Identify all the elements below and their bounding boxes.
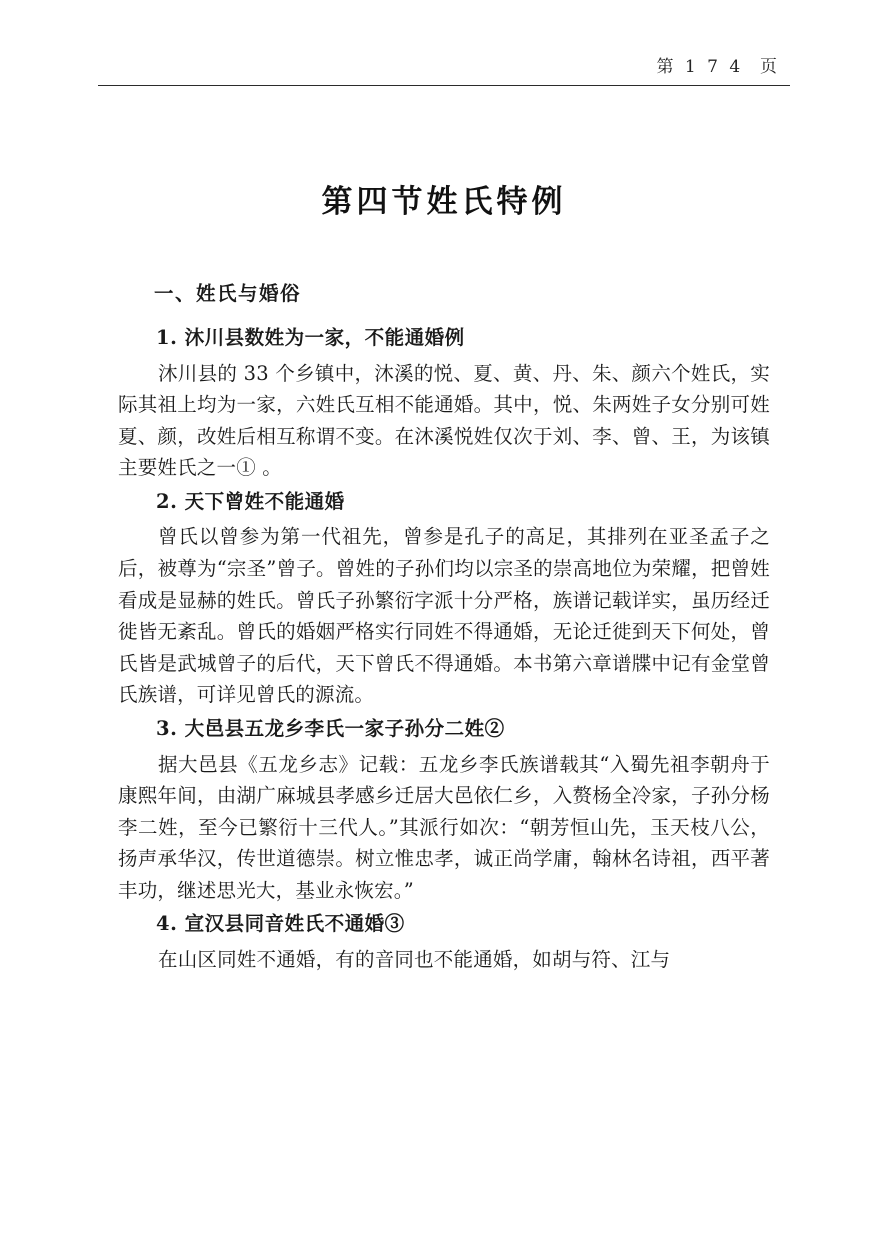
page-number: 第 1 7 4 页 [656, 57, 780, 77]
document-body [118, 278, 770, 978]
paragraph-4: 在山区同姓不通婚，有的音同也不能通婚，如胡与符、江与 [158, 947, 671, 971]
section-heading: 一、姓氏与婚俗 [154, 282, 302, 305]
header-divider [98, 85, 790, 86]
subsection-heading-4: 4. 宣汉县同音姓氏不通婚③ [156, 912, 405, 936]
page-title: 第四节姓氏特例 [321, 184, 567, 220]
page-header-inner [98, 52, 790, 77]
page-header [98, 52, 790, 86]
subsection-heading-3: 3. 大邑县五龙乡李氏一家子孙分二姓② [156, 716, 505, 740]
paragraph-2: 曾氏以曾参为第一代祖先，曾参是孔子的高足，其排列在亚圣孟子之后，被尊为“宗圣”曾子。曾姓的子孙们均以宗圣的崇高地位为荣耀，把曾姓看成是显赫的姓氏。曾氏子孙繁衍字派十分严格，族谱记载详实，虽历经迁徙皆无紊乱。曾氏的婚姻严格实行同姓不得通婚，无论迁徙到天下何处，曾氏皆是武城曾子的后代，天下曾氏不得通婚。本书第六章谱牒中记有金堂曾氏族谱，可详见曾氏的源流。 [118, 525, 770, 707]
paragraph-3: 据大邑县《五龙乡志》记载：五龙乡李氏族谱载其“入蜀先祖李朝舟于康熙年间，由湖广麻城县孝感乡迁居大邑依仁乡，入赘杨全冷家，子孙分杨李二姓，至今已繁衍十三代人。”其派行如次：“朝芳恒山先，玉天枝八公，扬声承华汉，传世道德崇。树立惟忠孝，诚正尚学庸，翰林名诗祖，西平著丰功，继述思光大，基业永恢宏。” [118, 752, 770, 902]
paragraph-1: 沐川县的 33 个乡镇中，沐溪的悦、夏、黄、丹、朱、颜六个姓氏，实际其祖上均为一家，六姓氏互相不能通婚。其中，悦、朱两姓子女分别可姓夏、颜，改姓后相互称谓不变。在沐溪悦姓仅次于刘、李、曾、王，为该镇主要姓氏之一① 。 [118, 361, 770, 480]
subsection-heading-2: 2. 天下曾姓不能通婚 [156, 489, 345, 513]
subsection-heading-1: 1. 沐川县数姓为一家，不能通婚例 [156, 326, 465, 349]
